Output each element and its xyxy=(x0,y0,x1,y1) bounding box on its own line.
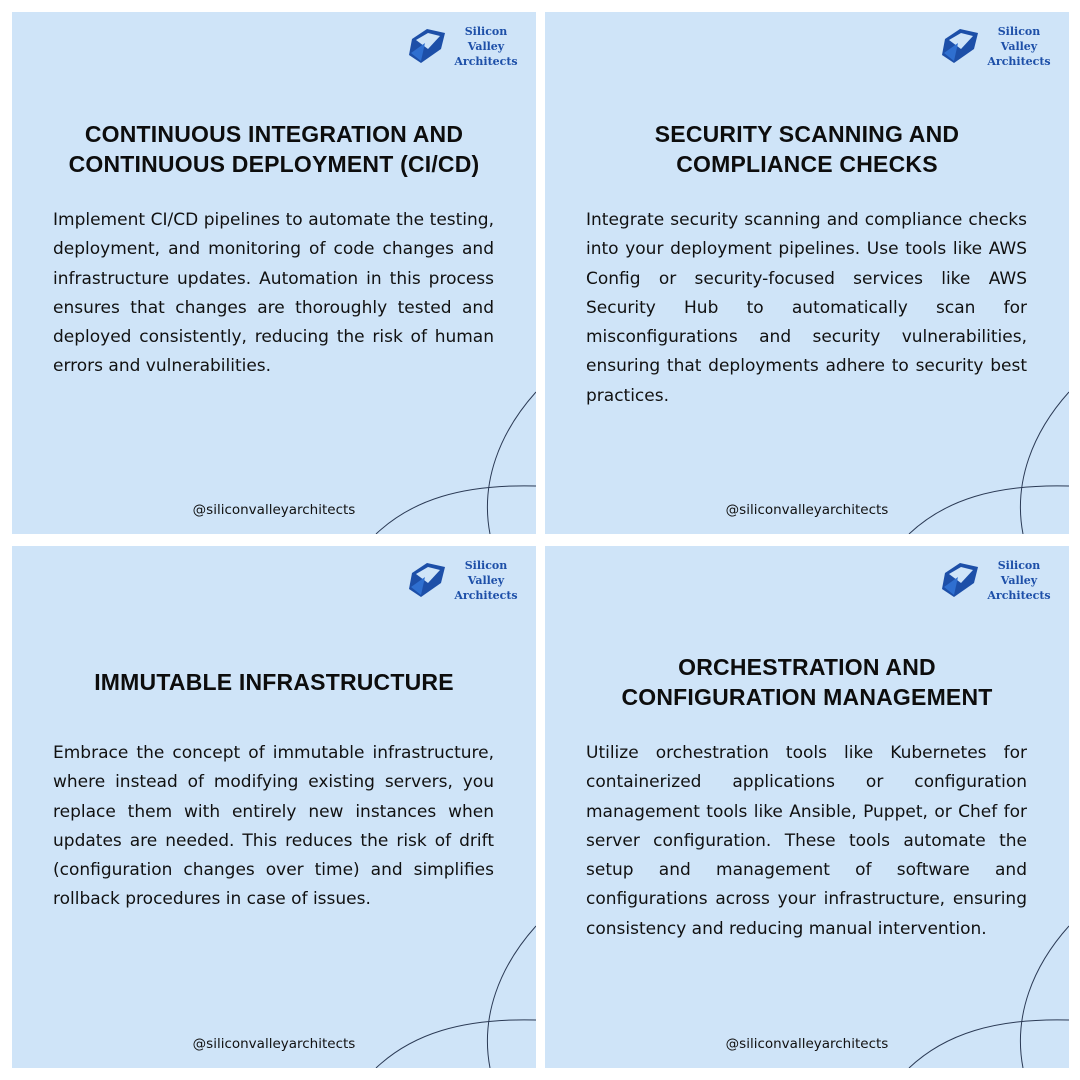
logo-line-2: Architects xyxy=(987,589,1051,602)
social-handle: @siliconvalleyarchitects xyxy=(192,502,356,518)
card-security-scanning xyxy=(545,12,1069,534)
logo-wordmark xyxy=(450,558,522,603)
logo-wordmark xyxy=(983,558,1055,603)
card-title xyxy=(52,667,496,697)
title-line: SECURITY SCANNING AND xyxy=(654,121,960,147)
title-line: CONFIGURATION MANAGEMENT xyxy=(621,684,993,710)
card-title xyxy=(52,119,496,179)
logo-wordmark xyxy=(983,24,1055,69)
card-body: Embrace the concept of immutable infrastructure, where instead of modifying existing servers, you replace them with entirely new instances when updates are needed. This reduces the risk of drift (configuration changes over time) and simplifies rollback procedures in case of issues. xyxy=(53,743,494,910)
title-line: CONTINUOUS INTEGRATION AND xyxy=(84,121,464,147)
social-handle: @siliconvalleyarchitects xyxy=(725,502,889,518)
pentagon-logo-icon xyxy=(940,561,980,601)
logo-line-2: Architects xyxy=(987,55,1051,68)
logo-wordmark xyxy=(450,24,522,69)
card-orchestration xyxy=(545,546,1069,1068)
pentagon-logo-icon xyxy=(940,27,980,67)
card-cicd xyxy=(12,12,536,534)
logo-line-1: Silicon Valley xyxy=(464,559,508,587)
title-line: CONTINUOUS DEPLOYMENT (CI/CD) xyxy=(68,151,480,177)
card-body: Implement CI/CD pipelines to automate the testing, deployment, and monitoring of code changes and infrastructure updates. Automation in this process ensures that changes are thoroughly tested and deployed consistently, reducing the risk of human errors and vulnerabilities. xyxy=(53,210,494,377)
title-line: IMMUTABLE INFRASTRUCTURE xyxy=(94,669,454,695)
card-immutable-infrastructure xyxy=(12,546,536,1068)
logo-line-2: Architects xyxy=(454,589,518,602)
title-line: ORCHESTRATION AND xyxy=(678,654,936,680)
social-handle: @siliconvalleyarchitects xyxy=(192,1036,356,1052)
card-title xyxy=(585,119,1029,179)
brand-logo xyxy=(940,558,1055,603)
brand-logo xyxy=(407,24,522,69)
logo-line-1: Silicon Valley xyxy=(997,559,1041,587)
brand-logo xyxy=(940,24,1055,69)
card-body: Utilize orchestration tools like Kubernetes for containerized applications or configuration management tools like Ansible, Puppet, or Chef for server configuration. These tools automate the setup and management of software and configurations across your infrastructure, ensuring consistency and reducing manual intervention. xyxy=(586,743,1027,939)
card-body: Integrate security scanning and compliance checks into your deployment pipelines. Use tools like AWS Config or security-focused services like AWS Security Hub to automatically scan for misconfigurations and security vulnerabilities, ensuring that deployments adhere to security best practices. xyxy=(586,210,1027,406)
pentagon-logo-icon xyxy=(407,27,447,67)
social-handle: @siliconvalleyarchitects xyxy=(725,1036,889,1052)
title-line: COMPLIANCE CHECKS xyxy=(676,151,938,177)
logo-line-1: Silicon Valley xyxy=(464,25,508,53)
brand-logo xyxy=(407,558,522,603)
logo-line-1: Silicon Valley xyxy=(997,25,1041,53)
card-title xyxy=(585,652,1029,712)
pentagon-logo-icon xyxy=(407,561,447,601)
logo-line-2: Architects xyxy=(454,55,518,68)
